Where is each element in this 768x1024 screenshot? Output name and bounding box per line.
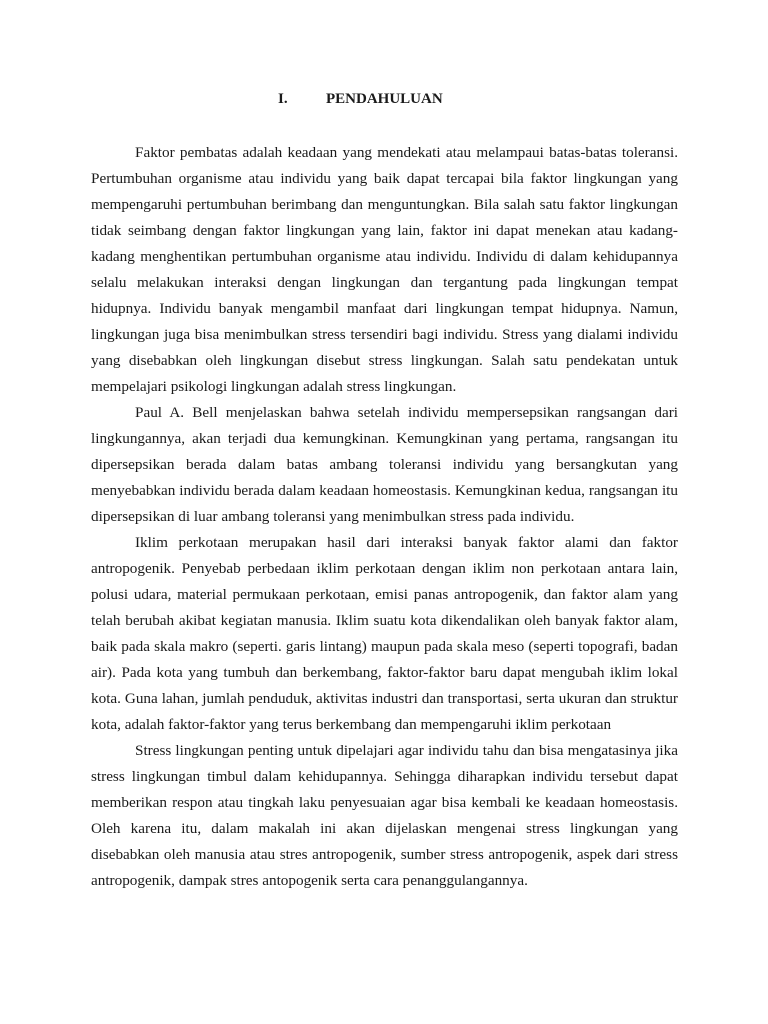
paragraph: Iklim perkotaan merupakan hasil dari interaksi banyak faktor alami dan faktor antropogenik. Penyebab perbedaan iklim perkotaan dengan iklim non perkotaan antara lain, polusi udara, material permukaan perkotaan, emisi panas antropogenik, dan faktor alam yang telah berubah akibat kegiatan manusia. Iklim suatu kota dikendalikan oleh banyak faktor alam, baik pada skala makro (seperti. garis lintang) maupun pada skala meso (seperti topografi, badan air). Pada kota yang tumbuh dan berkembang, faktor-faktor baru dapat mengubah iklim lokal kota. Guna lahan, jumlah penduduk, aktivitas industri dan transportasi, serta ukuran dan struktur kota, adalah faktor-faktor yang terus berkembang dan mempengaruhi iklim perkotaan xyxy=(91,534,678,733)
section-heading xyxy=(278,89,443,109)
section-title: PENDAHULUAN xyxy=(326,91,443,107)
paragraph: Stress lingkungan penting untuk dipelajari agar individu tahu dan bisa mengatasinya jika stress lingkungan timbul dalam kehidupannya. Sehingga diharapkan individu tersebut dapat memberikan respon atau tingkah laku penyesuaian agar bisa kembali ke keadaan homeostasis. Oleh karena itu, dalam makalah ini akan dijelaskan mengenai stress lingkungan yang disebabkan oleh manusia atau stres antropogenik, sumber stress antropogenik, aspek dari stress antropogenik, dampak stres antopogenik serta cara penanggulangannya. xyxy=(91,742,678,889)
body-text xyxy=(91,140,678,894)
paragraph: Faktor pembatas adalah keadaan yang mendekati atau melampaui batas-batas toleransi. Pertumbuhan organisme atau individu yang baik dapat tercapai bila faktor lingkungan yang mempengaruhi pertumbuhan berimbang dan menguntungkan. Bila salah satu faktor lingkungan tidak seimbang dengan faktor lingkungan yang lain, faktor ini dapat menekan atau kadang-kadang menghentikan pertumbuhan organisme atau individu. Individu di dalam kehidupannya selalu melakukan interaksi dengan lingkungan dan tergantung pada lingkungan tempat hidupnya. Individu banyak mengambil manfaat dari lingkungan tempat hidupnya. Namun, lingkungan juga bisa menimbulkan stress tersendiri bagi individu. Stress yang dialami individu yang disebabkan oleh lingkungan disebut stress lingkungan. Salah satu pendekatan untuk mempelajari psikologi lingkungan adalah stress lingkungan. xyxy=(91,144,678,395)
paragraph: Paul A. Bell menjelaskan bahwa setelah individu mempersepsikan rangsangan dari lingkungannya, akan terjadi dua kemungkinan. Kemungkinan yang pertama, rangsangan itu dipersepsikan berada dalam batas ambang toleransi individu yang bersangkutan yang menyebabkan individu berada dalam keadaan homeostasis. Kemungkinan kedua, rangsangan itu dipersepsikan di luar ambang toleransi yang menimbulkan stress pada individu. xyxy=(91,404,678,525)
section-number: I. xyxy=(278,91,288,107)
